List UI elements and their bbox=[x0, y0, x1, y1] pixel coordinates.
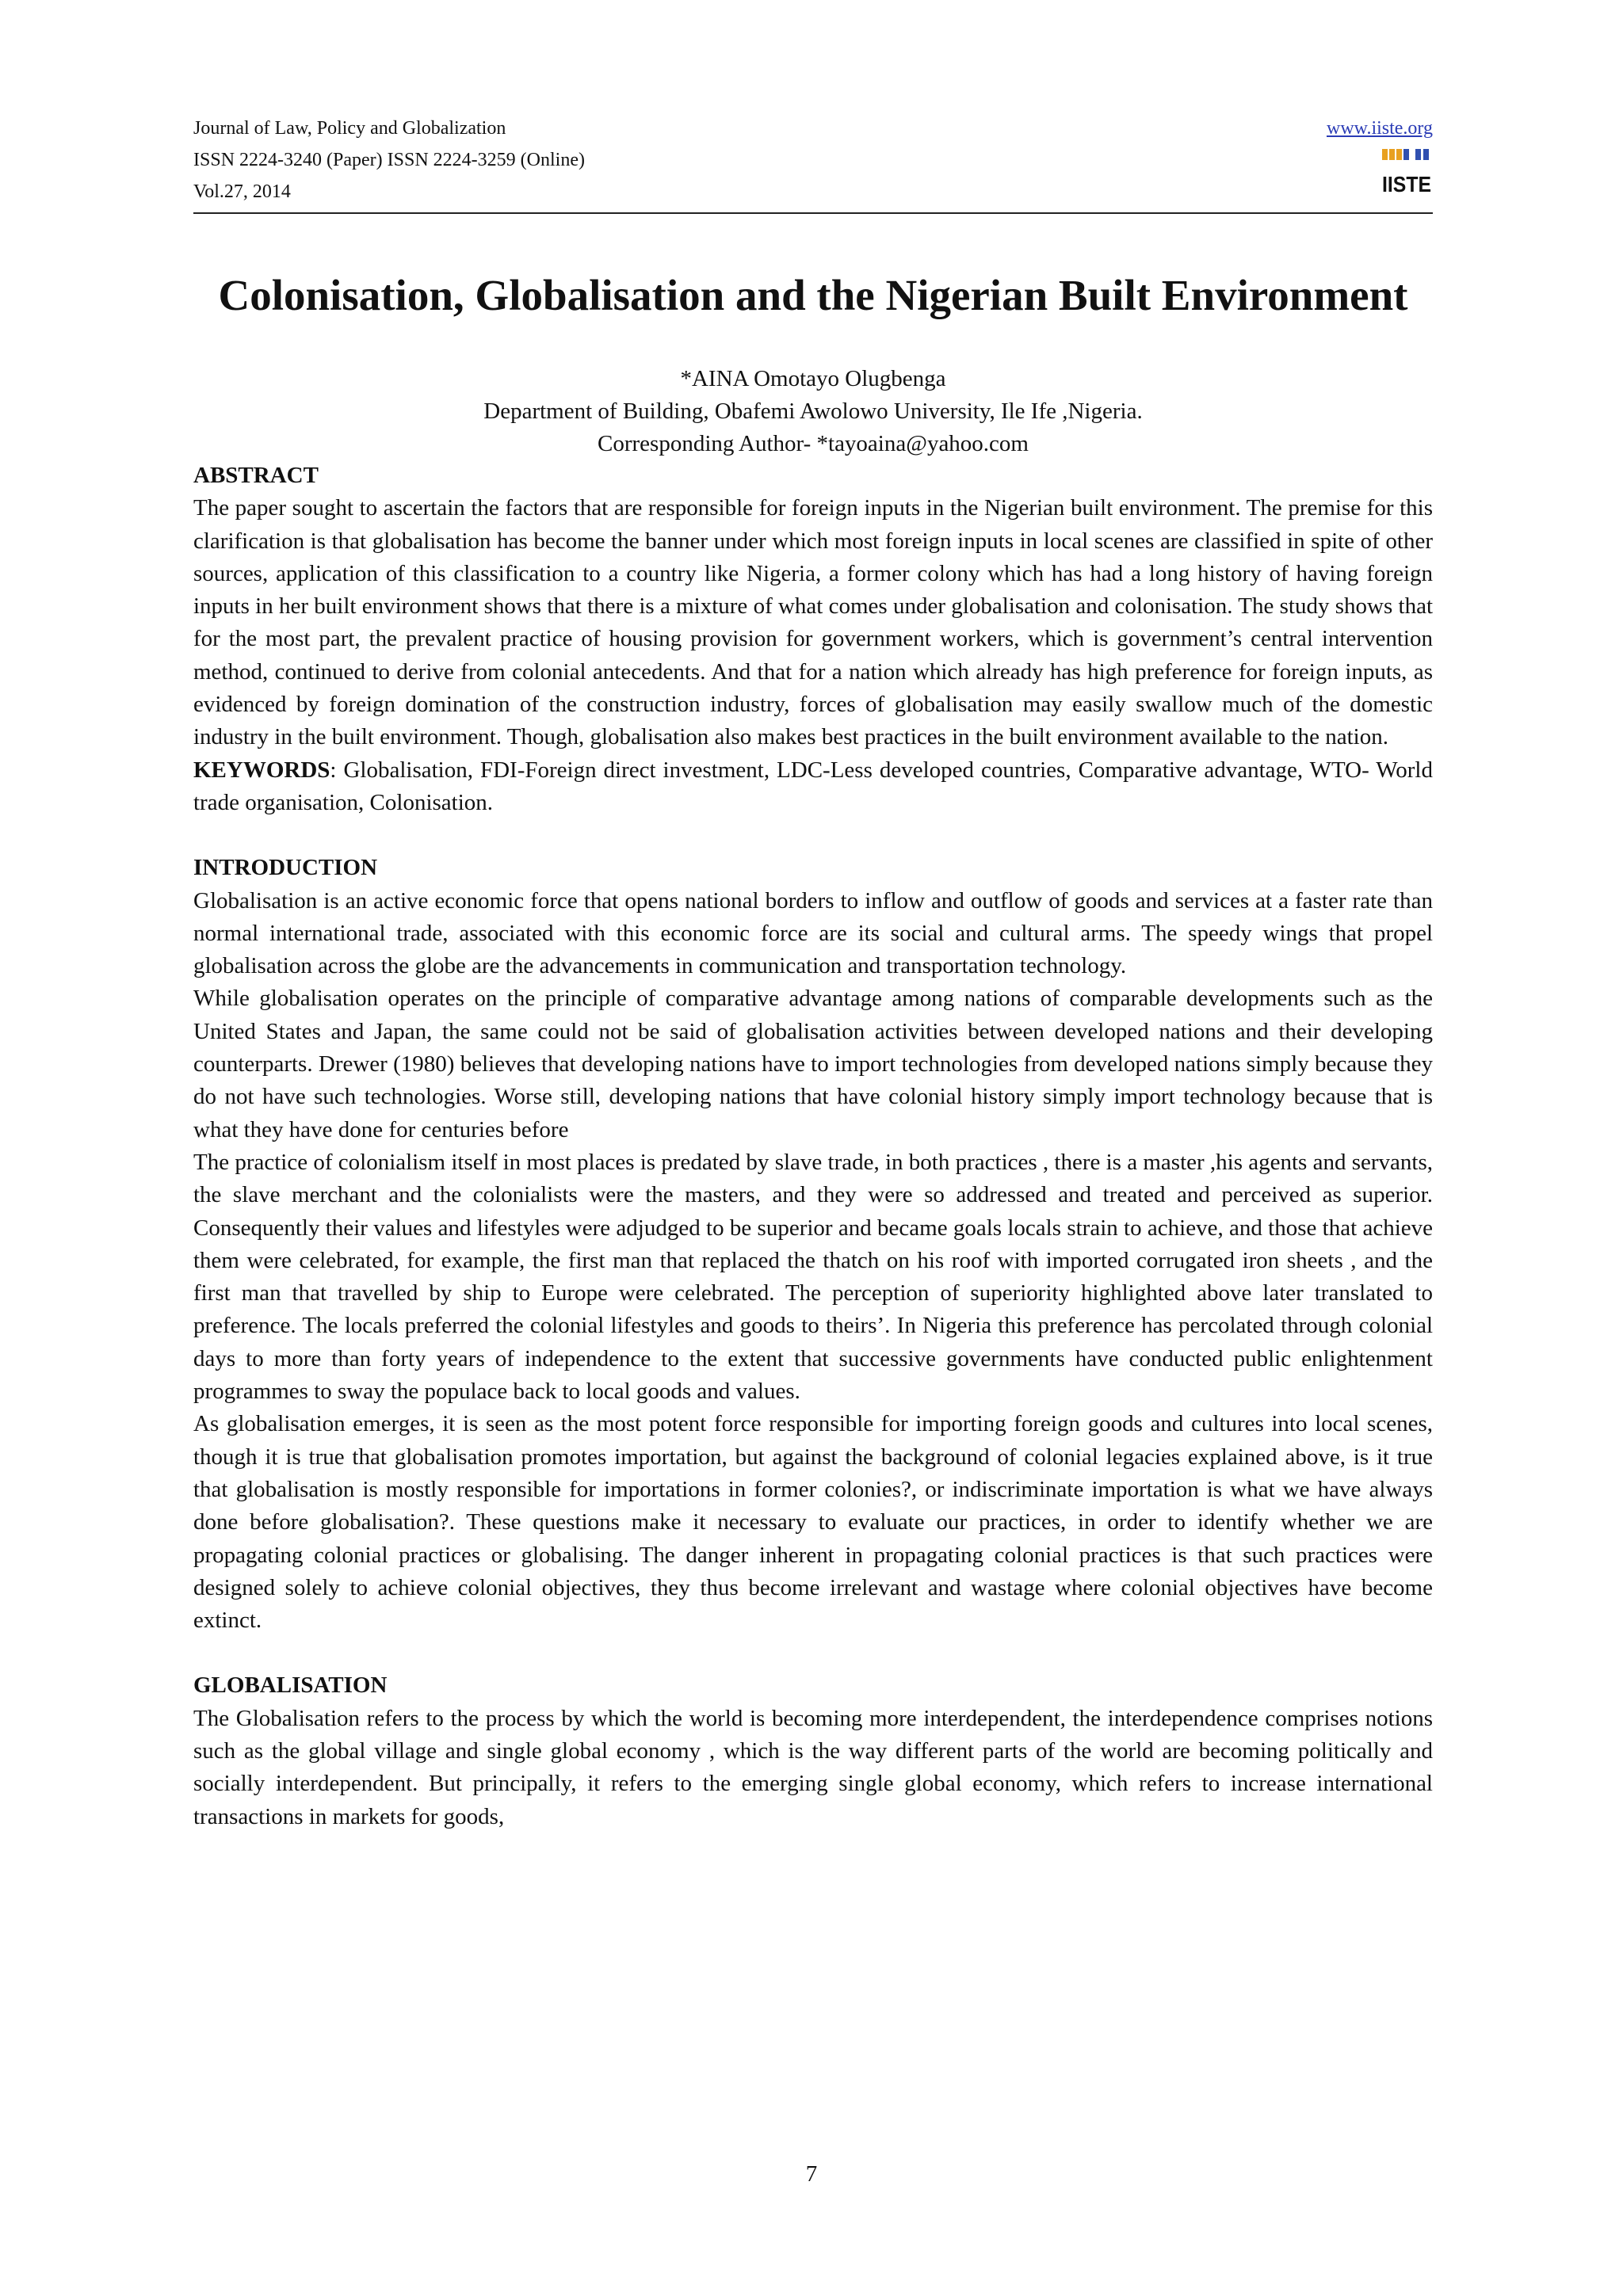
journal-name: Journal of Law, Policy and Globalization bbox=[193, 118, 506, 139]
intro-paragraph: While globalisation operates on the principle of comparative advantage among nations of comparable developments such as the United States and Japan, the same could not be said of globalisation activities between developed nations and their developing counterparts. Drewer (1980) believes that developing nations have to import technologies from developed nations simply because they do not have such technologies. Worse still, developing nations that have colonial history simply import technology because that is what they have done for centuries before bbox=[193, 986, 1433, 1142]
intro-paragraph: Globalisation is an active economic force that opens national borders to inflow and outflow of goods and services at a faster rate than normal international trade, associated with this economic force are its social and cultural arms. The speedy wings that propel globalisation across the globe are the advancements in communication and transportation technology. bbox=[193, 887, 1433, 979]
main-text bbox=[193, 460, 1433, 1833]
keywords-label: KEYWORDS bbox=[193, 757, 330, 783]
intro-paragraph: As globalisation emerges, it is seen as the most potent force responsible for importing foreign goods and cultures into local scenes, though it is true that globalisation promotes importation, but against the background of colonial legacies explained above, is it true that globalisation is mostly responsible for importations in former colonies?, or indiscriminate importation is what we have always done before globalisation?. These questions make it necessary to evaluate our practices, in order to identify whether we are propagating colonial practices or globalising. The danger inherent in propagating colonial practices is that such practices were designed solely to achieve colonial objectives, they thus become irrelevant and wastage where colonial objectives have become extinct. bbox=[193, 1411, 1433, 1634]
logo-wordmark: IISTE bbox=[1382, 172, 1431, 196]
volume-line: Vol.27, 2014 bbox=[193, 181, 291, 202]
abstract-heading: ABSTRACT bbox=[193, 463, 319, 488]
introduction-heading: INTRODUCTION bbox=[193, 855, 378, 881]
corresponding-author: Corresponding Author- *tayoaina@yahoo.com bbox=[598, 431, 1029, 456]
globalisation-heading: GLOBALISATION bbox=[193, 1672, 388, 1699]
globalisation-paragraph: The Globalisation refers to the process by which the world is becoming more interdependent, the interdependence comprises notions such as the global village and single global economy , which is the way different parts of the world are becoming politically and socially interdependent. But principally, it refers to the emerging single global economy, which refers to increase international transactions in markets for goods, bbox=[193, 1705, 1433, 1829]
header-rule bbox=[193, 212, 1433, 214]
keywords-text: : Globalisation, FDI-Foreign direct investment, LDC-Less developed countries, Comparative advantage, WTO- World trade organisation, Colonisation. bbox=[193, 757, 1433, 815]
abstract-text: The paper sought to ascertain the factors that are responsible for foreign inputs in the Nigerian built environment. The premise for this clarification is that globalisation has become the banner under which most foreign inputs in local scenes are classified in spite of other sources, application of this classification to a country like Nigeria, a former colony which has had a long history of having foreign inputs in her built environment shows that there is a mixture of what comes under globalisation and colonisation. The study shows that for the most part, the prevalent practice of housing provision for government workers, which is government’s central intervention method, continued to derive from colonial antecedents. And that for a nation which already has high preference for foreign inputs, as evidenced by foreign domination of the construction industry, forces of globalisation may easily swallow much of the domestic industry in the built environment. Though, globalisation also makes best practices in the built environment available to the nation. bbox=[193, 495, 1433, 750]
author-name: *AINA Omotayo Olugbenga bbox=[680, 366, 946, 391]
keywords bbox=[193, 754, 1433, 820]
issn-line: ISSN 2224-3240 (Paper) ISSN 2224-3259 (Online) bbox=[193, 150, 585, 170]
paper-title: Colonisation, Globalisation and the Nigerian Built Environment bbox=[218, 271, 1408, 319]
author-block bbox=[193, 363, 1433, 460]
iiste-logo bbox=[1381, 146, 1433, 198]
intro-paragraph: The practice of colonialism itself in most places is predated by slave trade, in both practices , there is a master ,his agents and servants, the slave merchant and the colonialists were the masters, and they were so addressed and treated and perceived as superior. Consequently their values and lifestyles were adjudged to be superior and became goals locals strain to achieve, and those that achieve them were celebrated, for example, the first man that replaced the thatch on his roof with imported corrugated iron sheets , and the first man that travelled by ship to Europe were celebrated. The perception of superiority highlighted above later translated to preference. The locals preferred the colonial lifestyles and goods to theirs’. In Nigeria this preference has percolated through colonial days to more than forty years of independence to the extent that successive governments have conducted public enlightenment programmes to sway the populace back to local goods and values. bbox=[193, 1149, 1433, 1405]
journal-url-link[interactable]: www.iiste.org bbox=[1327, 118, 1433, 139]
running-header bbox=[193, 113, 1433, 208]
author-affiliation: Department of Building, Obafemi Awolowo University, Ile Ife ,Nigeria. bbox=[483, 399, 1143, 424]
page-number: 7 bbox=[805, 2161, 818, 2187]
